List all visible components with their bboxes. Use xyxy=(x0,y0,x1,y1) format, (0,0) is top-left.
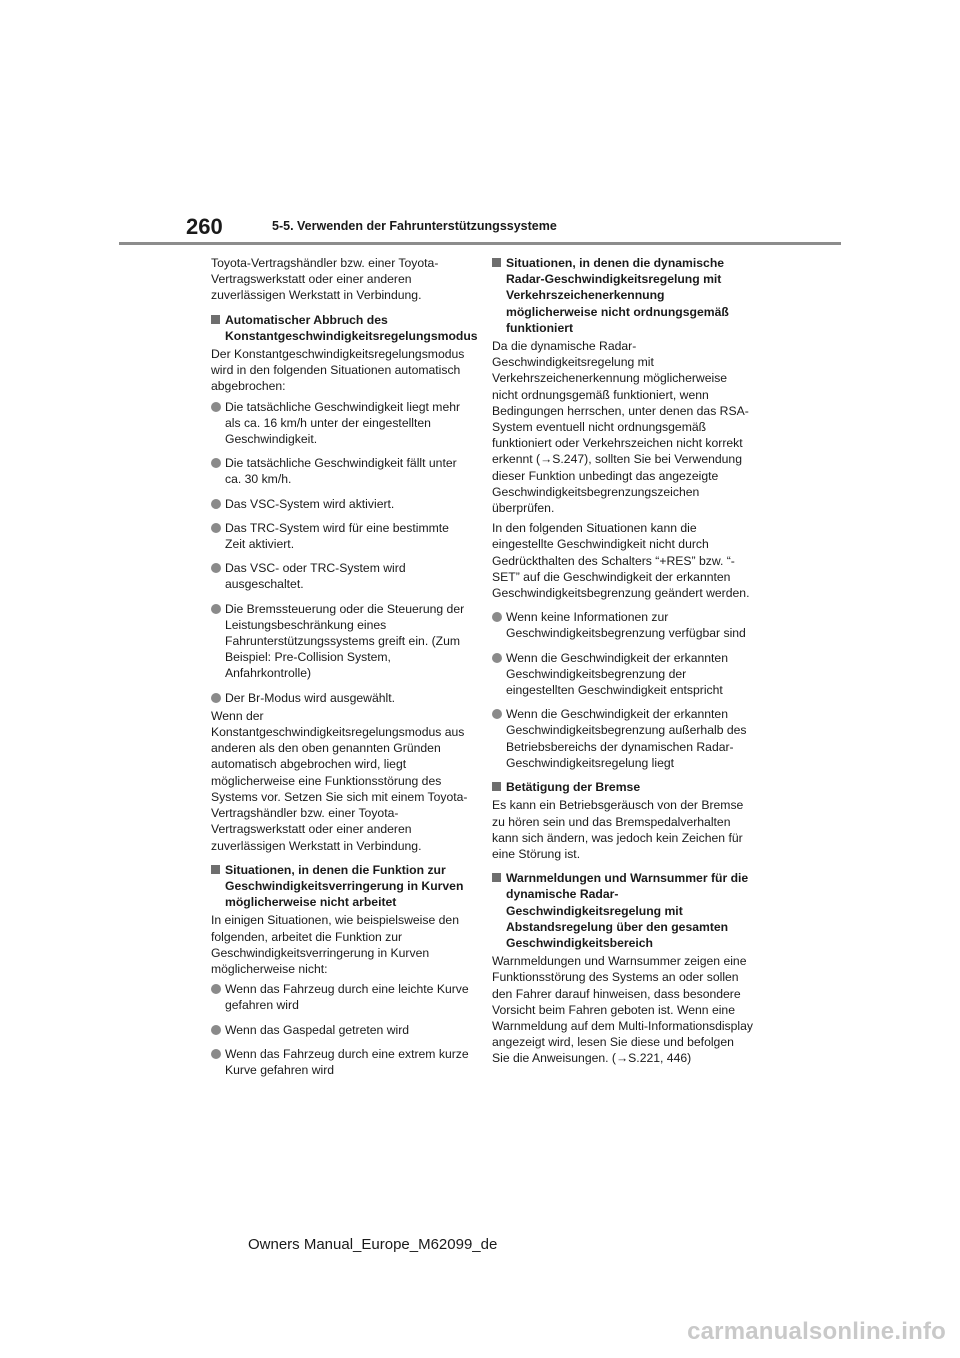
circle-bullet-icon xyxy=(211,1049,221,1059)
square-bullet-icon xyxy=(492,782,501,791)
list-item: Wenn die Geschwindigkeit der erkannten Geschwindigkeitsbegrenzung der eingestellten Geschwindigkeit entspricht xyxy=(492,650,754,699)
square-bullet-icon xyxy=(492,258,501,267)
heading-curve-speed: Situationen, in denen die Funktion zur Geschwindigkeitsverringerung in Kurven möglicherweise nicht arbeitet xyxy=(211,862,469,911)
paragraph-brake-operation: Es kann ein Betriebsgeräusch von der Bremse zu hören sein und das Bremspedalverhalten kann sich ändern, was jedoch kein Zeichen für eine Störung ist. xyxy=(492,798,744,861)
list-item: Die Bremssteuerung oder die Steuerung der Leistungsbeschränkung eines Fahrunterstützungssystems greift ein. (Zum Beispiel: Pre-Collision System, Anfahrkontrolle) xyxy=(211,601,469,682)
square-bullet-icon xyxy=(211,315,220,324)
square-bullet-icon xyxy=(211,865,220,874)
footer-doc-name: Owners Manual_Europe_M62099_de xyxy=(248,1236,498,1253)
watermark-text: carmanualsonline.info xyxy=(687,1318,946,1345)
heading-auto-cancel: Automatischer Abbruch des Konstantgeschwindigkeitsregelungsmodus xyxy=(211,312,469,344)
circle-bullet-icon xyxy=(492,612,502,622)
circle-bullet-icon xyxy=(492,653,502,663)
circle-bullet-icon xyxy=(211,523,221,533)
list-item: Wenn die Geschwindigkeit der erkannten Geschwindigkeitsbegrenzung außerhalb des Betriebsbereichs der dynamischen Radar-Geschwindigkeitsregelung liegt xyxy=(492,706,754,771)
circle-bullet-icon xyxy=(211,693,221,703)
paragraph-curve-speed: In einigen Situationen, wie beispielsweise den folgenden, arbeitet die Funktion zur Geschwindigkeitsverringerung in Kurven möglicherweise nicht: xyxy=(211,913,459,976)
list-item: Wenn keine Informationen zur Geschwindigkeitsbegrenzung verfügbar sind xyxy=(492,609,754,641)
circle-bullet-icon xyxy=(211,499,221,509)
paragraph-auto-cancel-note: Wenn der Konstantgeschwindigkeitsregelungsmodus aus anderen als den oben genannten Gründen automatisch abgebrochen wird, liegt möglicherweise eine Funktionsstörung des Systems vor. Setzen Sie sich mit einem Toyota-Vertragshändler bzw. einer Toyota-Vertragswerkstatt oder einer anderen zuverlässigen Werkstatt in Verbindung. xyxy=(211,708,468,853)
paragraph-auto-cancel: Der Konstantgeschwindigkeitsregelungsmodus wird in den folgenden Situationen automatisch abgebrochen: xyxy=(211,347,465,394)
list-item: Das VSC- oder TRC-System wird ausgeschaltet. xyxy=(211,560,469,592)
list-item: Das VSC-System wird aktiviert. xyxy=(211,496,469,512)
list-item: Die tatsächliche Geschwindigkeit liegt mehr als ca. 16 km/h unter der eingestellten Geschwindigkeit. xyxy=(211,399,469,448)
paragraph-warnings: Warnmeldungen und Warnsummer zeigen eine Funktionsstörung des Systems an oder sollen den Fahrer darauf hinweisen, dass besondere Vorsicht beim Fahren geboten ist. Wenn eine Warnmeldung auf dem Multi-Informationsdisplay angezeigt wird, lesen Sie diese und befolgen Sie die Anweisungen. (→S.221, 446) xyxy=(492,954,754,1066)
heading-sign-recognition: Situationen, in denen die dynamische Radar-Geschwindigkeitsregelung mit Verkehrszeichenerkennung möglicherweise nicht ordnungsgemäß funktioniert xyxy=(492,255,754,336)
circle-bullet-icon xyxy=(211,402,221,412)
intro-paragraph: Toyota-Vertragshändler bzw. einer Toyota-Vertragswerkstatt oder einer anderen zuverlässigen Werkstatt in Verbindung. xyxy=(211,256,439,303)
list-item: Wenn das Gaspedal getreten wird xyxy=(211,1022,469,1038)
circle-bullet-icon xyxy=(211,563,221,573)
heading-brake-operation: Betätigung der Bremse xyxy=(492,779,754,795)
square-bullet-icon xyxy=(492,873,501,882)
list-item: Wenn das Fahrzeug durch eine extrem kurze Kurve gefahren wird xyxy=(211,1046,469,1078)
circle-bullet-icon xyxy=(211,604,221,614)
list-item: Der Br-Modus wird ausgewählt. xyxy=(211,690,469,706)
left-column xyxy=(211,255,478,1086)
circle-bullet-icon xyxy=(492,709,502,719)
circle-bullet-icon xyxy=(211,1025,221,1035)
paragraph-sign-recognition: Da die dynamische Radar-Geschwindigkeitsregelung mit Verkehrszeichenerkennung möglicherweise nicht ordnungsgemäß funktioniert, wenn Bedingungen herrschen, unter denen das RSA-System eventuell nicht ordnungsgemäß funktioniert oder Verkehrszeichen nicht korrekt erkennt (→S.247), sollten Sie bei Verwendung dieser Funktion unbedingt das angezeigte Geschwindigkeitsbegrenzungszeichen überprüfen. xyxy=(492,339,749,516)
list-item: Die tatsächliche Geschwindigkeit fällt unter ca. 30 km/h. xyxy=(211,455,469,487)
list-item: Wenn das Fahrzeug durch eine leichte Kurve gefahren wird xyxy=(211,981,469,1013)
page-number: 260 xyxy=(186,214,223,239)
section-title: 5-5. Verwenden der Fahrunterstützungssysteme xyxy=(272,219,557,233)
circle-bullet-icon xyxy=(211,984,221,994)
right-column xyxy=(492,255,754,1075)
heading-warnings: Warnmeldungen und Warnsummer für die dynamische Radar-Geschwindigkeitsregelung mit Abstandsregelung über den gesamten Geschwindigkeitsbereich xyxy=(492,870,754,951)
circle-bullet-icon xyxy=(211,458,221,468)
paragraph-sign-recognition-2: In den folgenden Situationen kann die eingestellte Geschwindigkeit nicht durch Gedrückthalten des Schalters “+RES” bzw. “-SET” auf die Geschwindigkeit der erkannten Geschwindigkeitsbegrenzung geändert werden. xyxy=(492,521,750,601)
header-divider xyxy=(119,242,841,245)
list-item: Das TRC-System wird für eine bestimmte Zeit aktiviert. xyxy=(211,520,469,552)
